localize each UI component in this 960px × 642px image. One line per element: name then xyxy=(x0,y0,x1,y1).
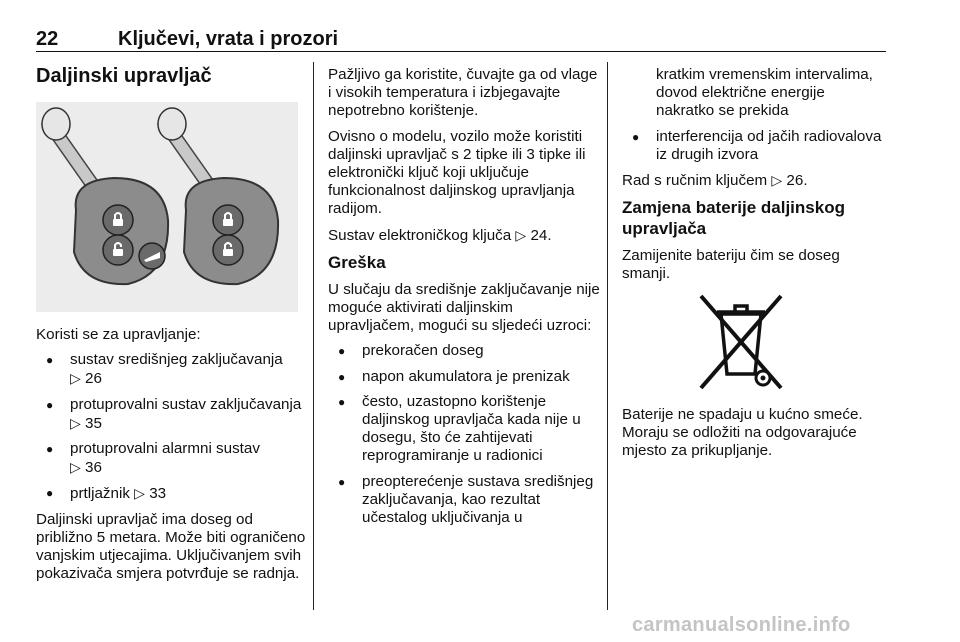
column-3 xyxy=(622,66,886,467)
header-divider xyxy=(36,51,886,52)
page-header xyxy=(36,28,884,52)
cause-continued: kratkim vremenskim intervalima, dovod električne energije nakratko se prekida xyxy=(656,66,873,120)
care-text: Pažljivo ga koristite, čuvajte ga od vlage i visokih temperatura i izbjegavajte nepotrebno korištenje. xyxy=(328,66,598,120)
electronic-key-ref: Sustav elektroničkog ključa ▷ 24. xyxy=(328,226,552,244)
page-ref: 35 xyxy=(85,414,102,432)
list-item: ● interferencija od jačih radiovalova iz drugih izvora xyxy=(622,128,886,164)
crossed-out-bin-icon xyxy=(697,292,785,392)
list-item: ● prekoračen doseg xyxy=(328,342,600,360)
list-item: ● sustav središnjeg zaključavanja ▷ 26 xyxy=(36,351,306,388)
key-fob-image xyxy=(36,102,298,312)
page-ref: 26 xyxy=(85,370,102,388)
column-2 xyxy=(328,66,600,534)
page-number: 22 xyxy=(36,28,59,50)
list-item: ● preopterećenje sustava središnjeg zaključavanja, kao rezultat učestalog uključivanja u xyxy=(328,473,600,528)
arrow-icon: ▷ xyxy=(134,485,145,502)
remote-heading: Daljinski upravljač xyxy=(36,65,212,87)
arrow-icon: ▷ xyxy=(515,226,527,243)
arrow-icon: ▷ xyxy=(70,414,81,431)
usage-list xyxy=(36,351,306,503)
disposal-text: Baterije ne spadaju u kućno smeće. Moraju se odložiti na odgovarajuće mjesto za prikupljanje. xyxy=(622,405,863,460)
model-text: Ovisno o modelu, vozilo može koristiti daljinski upravljač s 2 tipke ili 3 tipke ili elektronički ključ koji uključuje funkcionalnost daljinskog upravljanja radijom. xyxy=(328,127,586,218)
column-divider-2 xyxy=(607,62,608,610)
causes-list xyxy=(328,342,600,527)
battery-text: Zamijenite bateriju čim se doseg smanji. xyxy=(622,247,840,283)
fault-heading: Greška xyxy=(328,252,386,272)
column-1 xyxy=(36,64,306,590)
page-ref: 36 xyxy=(85,459,102,477)
arrow-icon: ▷ xyxy=(70,459,81,476)
manual-key-ref: Rad s ručnim ključem ▷ 26. xyxy=(622,172,808,190)
arrow-icon: ▷ xyxy=(771,172,783,189)
list-item: ● prtljažnik ▷ 33 xyxy=(36,484,306,503)
battery-heading: Zamjena baterije daljinskog upravljača xyxy=(622,198,845,239)
causes-list-continued xyxy=(622,128,886,164)
arrow-icon: ▷ xyxy=(70,370,81,387)
watermark: carmanualsonline.info xyxy=(632,614,851,636)
list-item: ● protuprovalni alarmni sustav ▷ 36 xyxy=(36,440,306,477)
range-text: Daljinski upravljač ima doseg od približno 5 metara. Može biti ograničeno vanjskim utjecajima. Uključivanjem svih pokazivača smjera potvrđuje se radnja. xyxy=(36,510,306,583)
section-title: Ključevi, vrata i prozori xyxy=(118,28,339,50)
list-item: ● napon akumulatora je prenizak xyxy=(328,368,600,386)
fault-intro: U slučaju da središnje zaključavanje nije moguće aktivirati daljinskim upravljačem, mogući su sljedeći uzroci: xyxy=(328,280,600,335)
page-ref: 33 xyxy=(149,485,167,503)
remote-keys-illustration xyxy=(36,102,298,312)
list-item: ● protuprovalni sustav zaključavanja ▷ 35 xyxy=(36,396,306,433)
list-item: ● često, uzastopno korištenje daljinskog upravljača kada nije u dosegu, što će zahtijevati reprogramiranje u radionici xyxy=(328,393,600,466)
usage-intro: Koristi se za upravljanje: xyxy=(36,326,201,343)
column-divider-1 xyxy=(313,62,314,610)
